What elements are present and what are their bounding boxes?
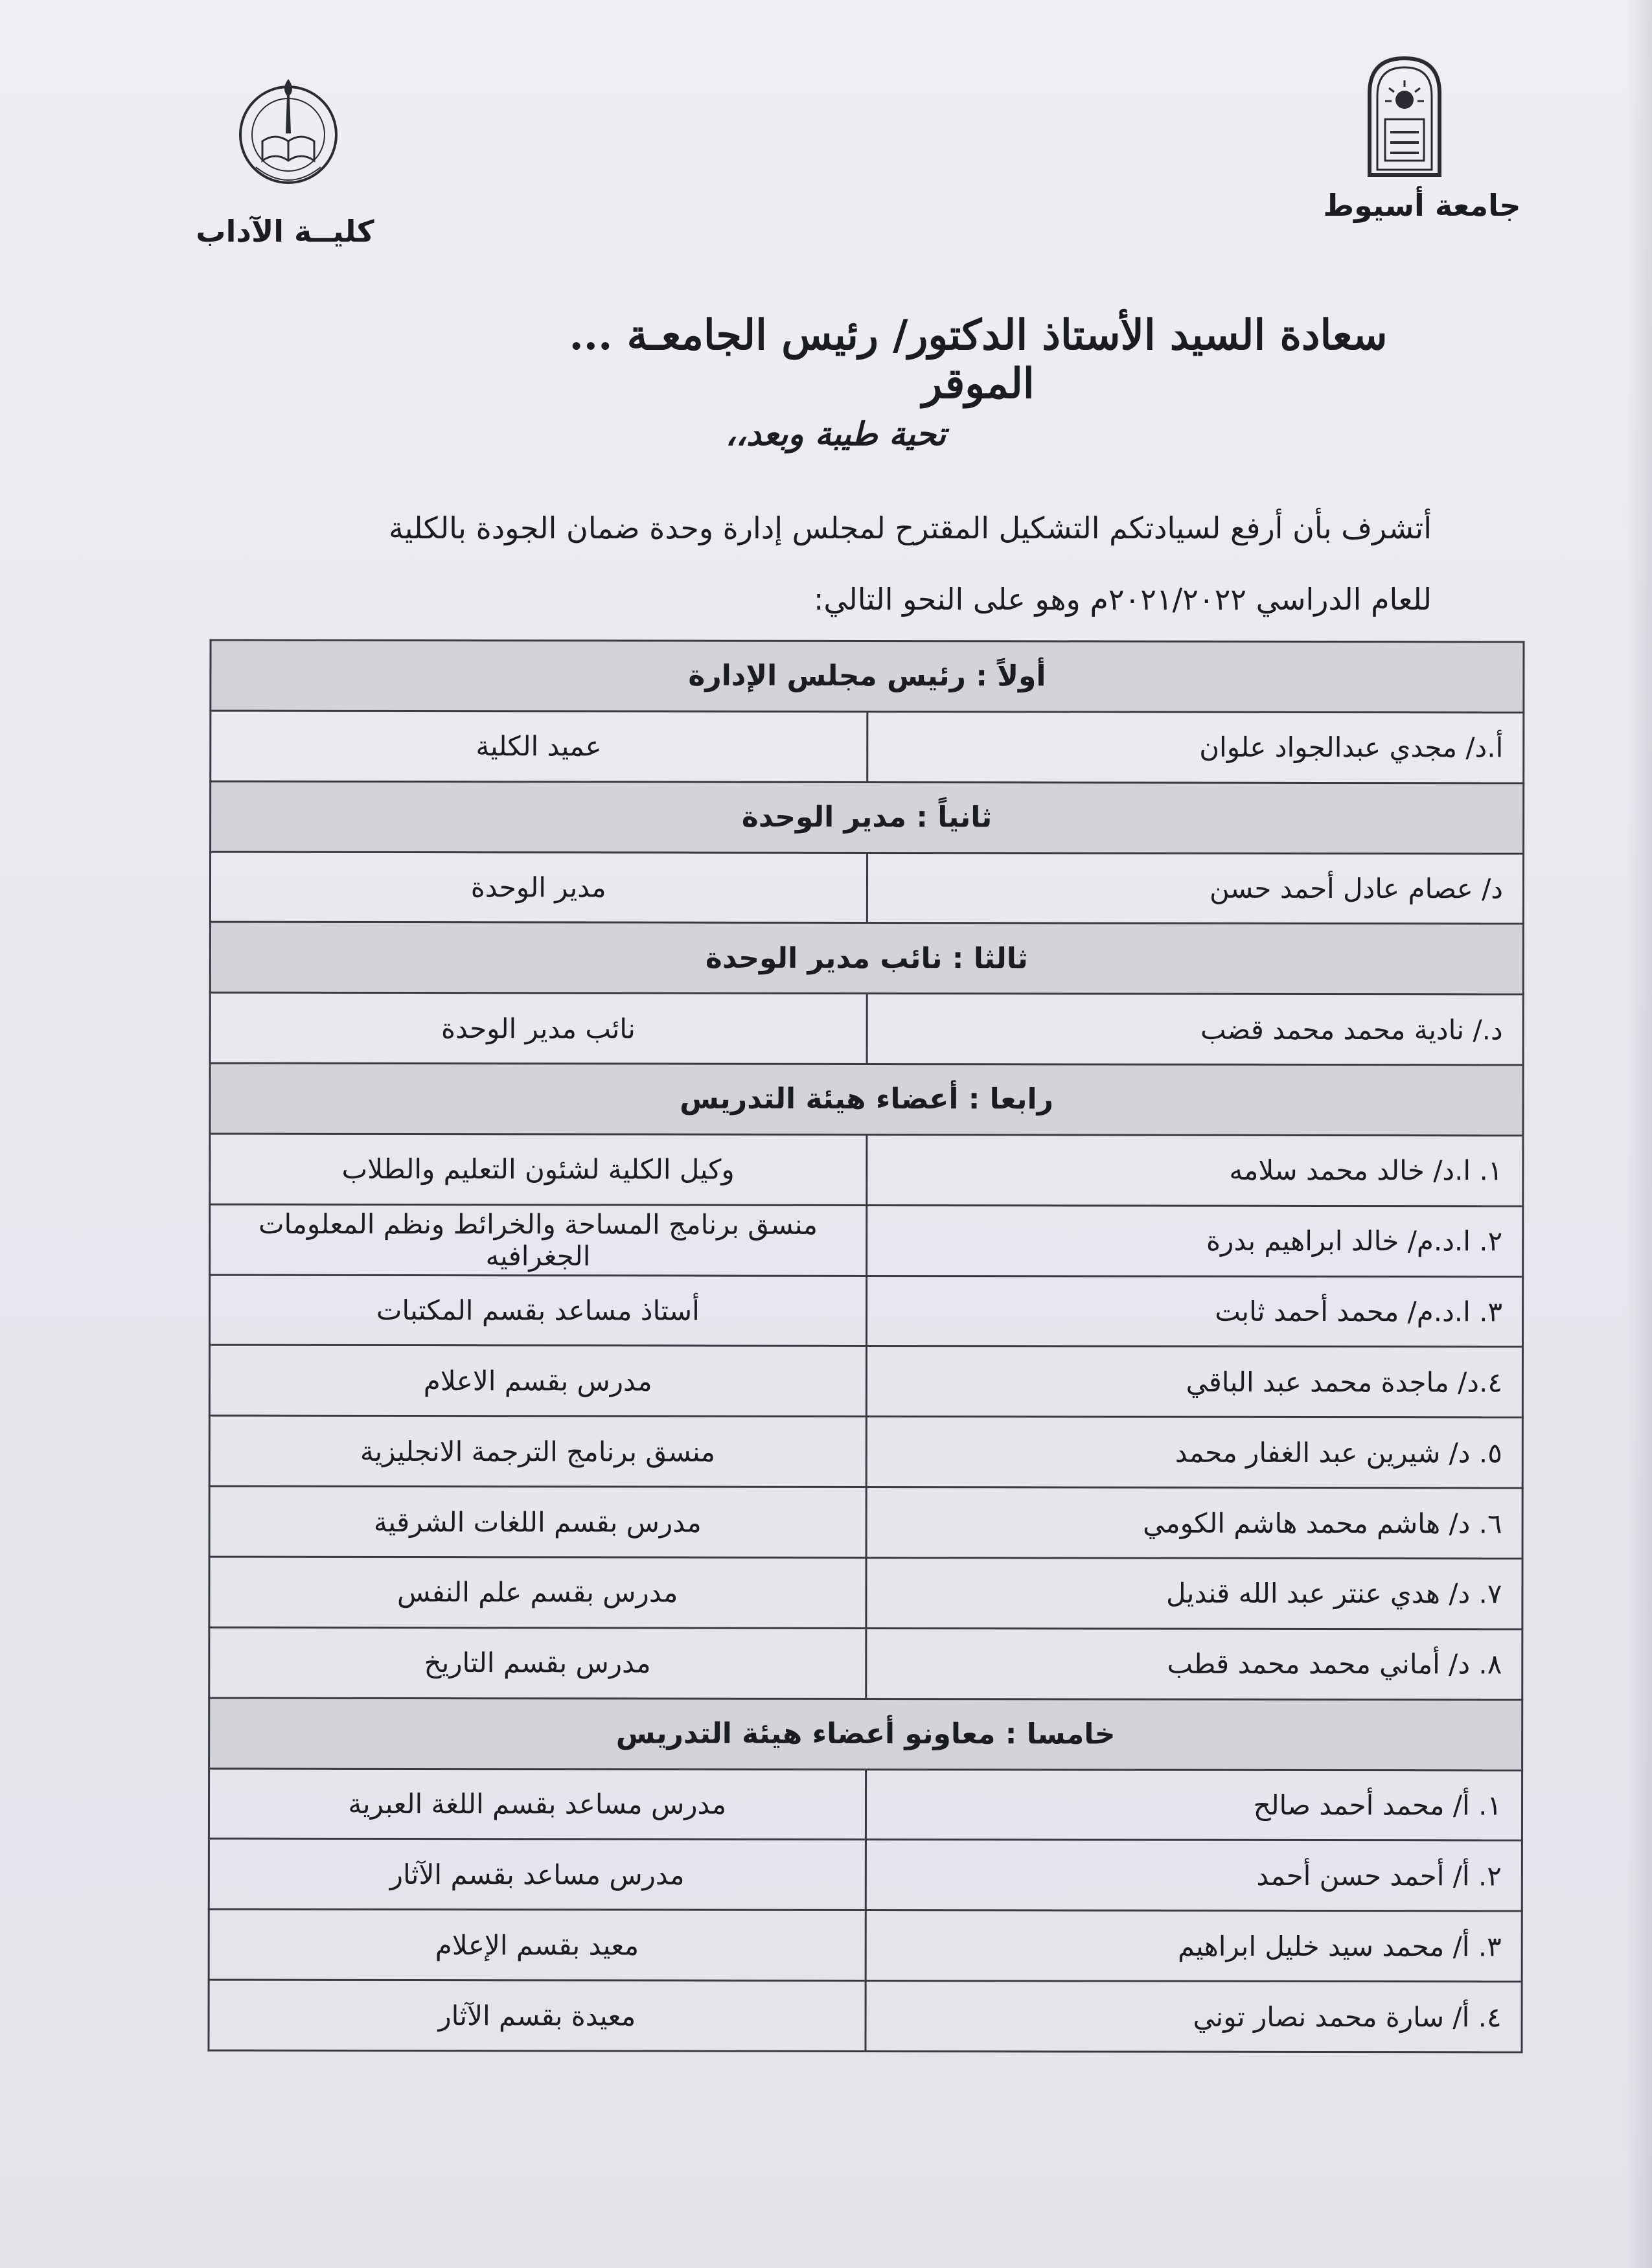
section-header-row: [210, 1063, 1523, 1136]
university-name: جامعة أسيوط: [1323, 188, 1521, 223]
letter-salutation: سعادة السيد الأستاذ الدكتور/ رئيس الجامعـة ... الموقر: [569, 311, 1388, 408]
member-role: مدرس مساعد بقسم اللغة العبرية: [209, 1769, 866, 1840]
member-role: نائب مدير الوحدة: [210, 992, 867, 1064]
member-role: معيد بقسم الإعلام: [209, 1909, 866, 1980]
table-row: [209, 1627, 1522, 1700]
section-header-row: [211, 781, 1524, 854]
table-row: [209, 1980, 1522, 2052]
member-role: مدرس بقسم علم النفس: [209, 1557, 866, 1628]
section-title: خامسا : معاونو أعضاء هيئة التدريس: [209, 1698, 1522, 1770]
member-name: ٢. ا.د.م/ خالد ابراهيم بدرة: [866, 1205, 1523, 1276]
section-title: ثانياً : مدير الوحدة: [211, 781, 1524, 854]
member-name: ٢. أ/ أحمد حسن أحمد: [866, 1840, 1522, 1911]
section-header-row: [210, 922, 1523, 994]
member-name: ١. أ/ محمد أحمد صالح: [866, 1769, 1522, 1840]
section-title: أولاً : رئيس مجلس الإدارة: [211, 640, 1524, 713]
table-row: [209, 1346, 1522, 1418]
table-row: [209, 1415, 1522, 1488]
letter-intro: [279, 492, 1432, 635]
member-name: د/ عصام عادل أحمد حسن: [867, 853, 1524, 924]
member-role: منسق برنامج الترجمة الانجليزية: [209, 1415, 866, 1487]
table-row: [209, 1486, 1522, 1559]
table-row: [209, 1909, 1522, 1982]
member-name: ٤.د/ ماجدة محمد عبد الباقي: [866, 1346, 1523, 1417]
member-name: ١. ا.د/ خالد محمد سلامه: [866, 1134, 1523, 1206]
member-name: أ.د/ مجدي عبدالجواد علوان: [867, 711, 1524, 783]
member-name: ٨. د/ أماني محمد محمد قطب: [866, 1628, 1522, 1699]
letter-greeting: تحية طيبة وبعد،،: [725, 415, 946, 453]
table-row: [209, 1769, 1522, 1841]
table-row: [210, 1275, 1523, 1347]
section-header-row: [209, 1698, 1522, 1770]
table-row: [209, 1838, 1522, 1911]
member-name: ٣. أ/ محمد سيد خليل ابراهيم: [866, 1910, 1522, 1982]
table-row: [210, 1134, 1523, 1206]
member-name: د./ نادية محمد محمد قضب: [867, 994, 1524, 1065]
member-name: ٧. د/ هدي عنتر عبد الله قنديل: [866, 1557, 1522, 1629]
intro-line-1: أتشرف بأن أرفع لسيادتكم التشكيل المقترح لمجلس إدارة وحدة ضمان الجودة بالكلية: [388, 510, 1432, 545]
section-header-row: [211, 640, 1524, 713]
faculty-name: كليــة الآداب: [196, 214, 374, 249]
table-row: [210, 852, 1523, 924]
member-role: وكيل الكلية لشئون التعليم والطلاب: [210, 1134, 867, 1205]
table-row: [210, 992, 1523, 1065]
intro-line-2: للعام الدراسي ٢٠٢١/٢٠٢٢م وهو على النحو التالي:: [813, 582, 1432, 617]
faculty-logo-icon: [217, 70, 353, 200]
member-role: مدرس مساعد بقسم الآثار: [209, 1838, 866, 1910]
council-table: [207, 639, 1524, 2054]
member-name: ٣. ا.د.م/ محمد أحمد ثابت: [866, 1276, 1523, 1347]
member-role: مدرس بقسم الاعلام: [209, 1346, 866, 1417]
table-row: [209, 1557, 1522, 1629]
member-name: ٤. أ/ سارة محمد نصار توني: [865, 1981, 1522, 2052]
member-role: عميد الكلية: [211, 711, 867, 782]
member-role: مدرس بقسم اللغات الشرقية: [209, 1486, 866, 1557]
table-row: [210, 1204, 1523, 1277]
university-logo-icon: [1366, 54, 1443, 178]
section-title: رابعا : أعضاء هيئة التدريس: [210, 1063, 1523, 1136]
section-title: ثالثا : نائب مدير الوحدة: [210, 922, 1523, 994]
member-name: ٦. د/ هاشم محمد هاشم الكومي: [866, 1487, 1523, 1559]
table-row: [211, 711, 1524, 783]
member-name: ٥. د/ شيرين عبد الغفار محمد: [866, 1417, 1523, 1488]
member-role: مدير الوحدة: [210, 852, 867, 923]
member-role: مدرس بقسم التاريخ: [209, 1627, 866, 1699]
member-role: معيدة بقسم الآثار: [209, 1980, 866, 2051]
member-role: منسق برنامج المساحة والخرائط ونظم المعلومات الجغرافيه: [210, 1204, 867, 1276]
member-role: أستاذ مساعد بقسم المكتبات: [210, 1275, 867, 1346]
page-edge-shadow: [1626, 0, 1652, 2268]
